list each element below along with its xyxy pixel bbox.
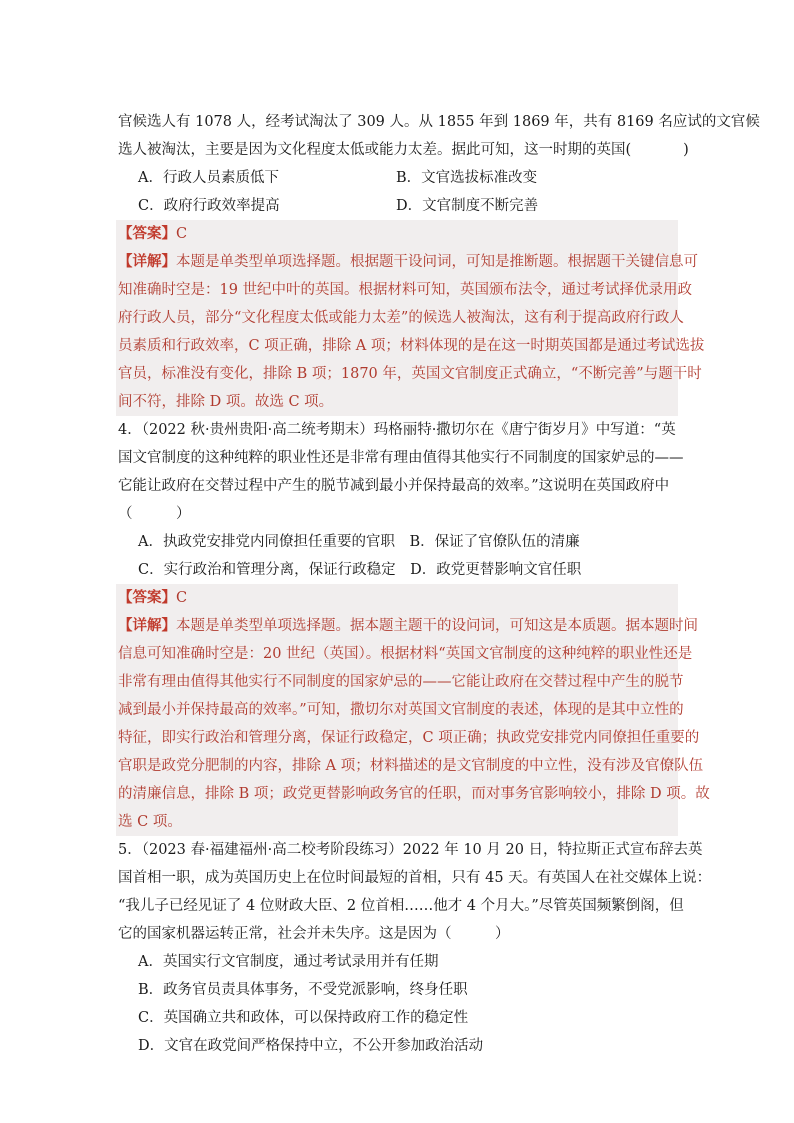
answer-value: C [176,226,188,242]
q4-detail-line-7: 的清廉信息，排除 B 项；政党更替影响政务官的任职，而对事务官影响较小，排除 D 项。故 [118,786,710,802]
q4-stem-line-3: 它能让政府在交替过程中产生的脱节减到最小并保持最高的效率。”这说明在英国政府中 [118,478,670,494]
q4-detail-line-3: 非常有理由值得其他实行不同制度的国家妒忌的——它能让政府在交替过程中产生的脱节 [118,674,684,690]
q4-detail-line-4: 减到最小并保持最高的效率。”可知，撒切尔对英国文官制度的表述，体现的是其中立性的 [118,702,684,718]
q3-stem-line-1: 官候选人有 1078 人，经考试淘汰了 309 人。从 1855 年到 1869 年，共有 8169 名应试的文官候 [118,114,760,130]
q3-options-row-2 [118,192,678,220]
q5-option-d: D．文官在政党间严格保持中立，不公开参加政治活动 [138,1038,484,1054]
q3-answer [118,220,678,248]
q3-stem-text: 选人被淘汰，主要是因为文化程度太低或能力太差。据此可知，这一时期的英国( [118,142,632,158]
q3-detail-line-4: 员素质和行政效率，C 项正确，排除 A 项；材料体现的是在这一时期英国都是通过考试选拔 [118,338,705,354]
q4-detail-line-5: 特征，即实行政治和管理分离，保证行政稳定，C 项正确；执政党安排党内同僚担任重要的 [118,730,700,746]
q5-stem-line-4: 它的国家机器运转正常，社会并未失序。这是因为（ ） [118,926,510,942]
q3-option-c: C．政府行政效率提高 [138,198,280,214]
q4-options-row-1: A．执政党安排党内同僚担任重要的官职 B．保证了官僚队伍的清廉 [138,534,580,550]
detail-tag: 【详解】 [118,617,176,634]
q4-detail-line-8: 选 C 项。 [118,814,182,830]
q4-detail-line-6: 官职是政党分肥制的内容，排除 A 项；材料描述的是文官制度的中立性，没有涉及官僚队伍 [118,758,704,774]
detail-tag: 【详解】 [118,253,176,270]
answer-value: C [176,590,188,606]
q4-stem-line-1: 4．（2022 秋·贵州贵阳·高二统考期末）玛格丽特·撒切尔在《唐宁街岁月》中写道：“英 [118,422,676,438]
q3-detail-line-5: 官员，标准没有变化，排除 B 项；1870 年，英国文官制度正式确立，“不断完善”与题干时 [118,366,702,382]
detail-text: 本题是单类型单项选择题。根据题干设问词，可知是推断题。根据题干关键信息可 [176,254,698,270]
q4-answer [118,584,678,612]
q3-detail-line-2: 知准确时空是：19 世纪中叶的英国。根据材料可知，英国颁布法令，通过考试择优录用政 [118,282,693,298]
exam-page [118,108,760,1060]
q3-detail-line-6: 间不符，排除 D 项。故选 C 项。 [118,394,334,410]
q3-detail-line-3: 府行政人员，部分“文化程度太低或能力太差”的候选人被淘汰，这有利于提高政府行政人 [118,310,684,326]
q5-stem-line-2: 国首相一职，成为英国历史上在位时间最短的首相，只有 45 天。有英国人在社交媒体上说： [118,870,712,886]
answer-tag: 【答案】 [118,225,176,242]
detail-text: 本题是单类型单项选择题。据本题主题干的设问词，可知这是本质题。据本题时间 [176,618,698,634]
q4-stem-line-2: 国文官制度的这种纯粹的职业性还是非常有理由值得其他实行不同制度的国家妒忌的—— [118,450,684,466]
q3-detail-line-1 [118,248,698,276]
q4-stem-line-4: （ ） [118,506,191,522]
q4-answer-block [116,584,710,836]
q3-option-a: A．行政人员素质低下 [138,170,279,186]
answer-tag: 【答案】 [118,589,176,606]
q5-stem-line-1: 5．（2023 春·福建福州·高二校考阶段练习）2022 年 10 月 20 日，特拉斯正式宣布辞去英 [118,842,703,858]
q5-option-b: B．政务官员责具体事务，不受党派影响，终身任职 [138,982,468,998]
q5-stem-line-3: “我儿子已经见证了 4 位财政大臣、2 位首相……他才 4 个月大。”尽管英国频繁倒阁，但 [118,898,684,914]
q5-option-c: C．英国确立共和政体，可以保持政府工作的稳定性 [138,1010,469,1026]
q4-detail-line-1 [118,612,698,640]
q4-detail-line-2: 信息可知准确时空是：20 世纪（英国）。根据材料“英国文官制度的这种纯粹的职业性还是 [118,646,693,662]
q3-option-d: D．文官制度不断完善 [396,198,539,214]
q3-option-b: B．文官选拔标准改变 [396,170,538,186]
q3-blank-close: ) [683,142,689,158]
q3-options-row-1 [118,164,678,192]
q4-options-row-2: C．实行政治和管理分离，保证行政稳定 D．政党更替影响文官任职 [138,562,582,578]
q5-option-a: A．英国实行文官制度，通过考试录用并有任期 [138,954,439,970]
q3-stem-line-2 [118,136,689,164]
q3-answer-block [116,220,705,416]
